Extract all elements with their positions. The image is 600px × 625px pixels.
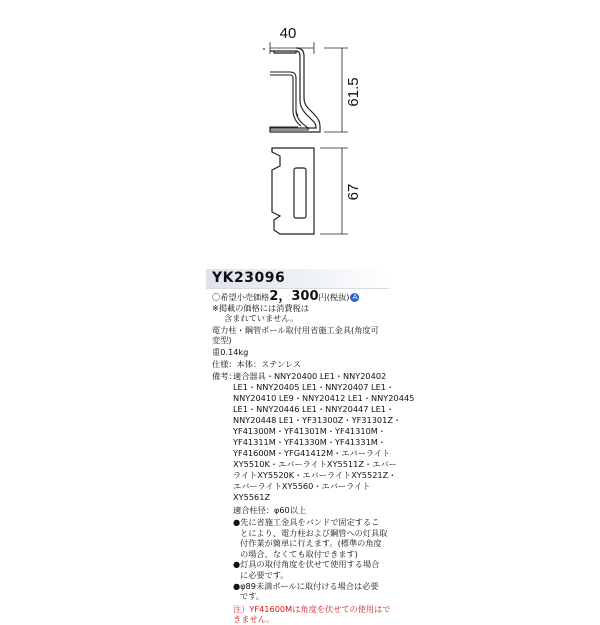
remarks-line: YF41300M・YF41301M・YF41310M・	[233, 426, 387, 436]
remarks-line: YF41311M・YF41330M・YF41331M・	[233, 437, 387, 447]
pole-fit: 適合柱径：φ60以上	[233, 505, 307, 515]
warning-line-1: 注）YF41600Mは角度を伏せての使用はで	[233, 603, 391, 614]
tax-note-1: ※掲載の価格には消費税は	[212, 303, 309, 313]
bracket-front-view	[272, 148, 314, 234]
note-line: ●先に省施工金具をバンドで固定するこ	[233, 517, 380, 527]
remarks-line: エバーライトXY5560・エバーライト	[233, 481, 371, 491]
bracket-slot	[294, 168, 306, 218]
warning-line-2: きません。	[233, 613, 275, 624]
remarks-line: 適合器具・NNY20400 LE1・NNY20402	[233, 371, 387, 381]
remarks-line: NNY20410 LE9・NNY20412 LE1・NNY20445	[233, 393, 415, 403]
description-1: 電力柱・鋼管ポール取付用省施工金具(角度可	[212, 325, 379, 335]
remarks-line: XY5561Z	[233, 492, 271, 502]
note-line: に必要です。	[240, 570, 289, 580]
remarks-line: YF41600M・YFG41412M・エバーライト	[233, 448, 391, 458]
spec: 仕様：本体：ステンレス	[212, 359, 302, 369]
remarks-line: LE1・NNY20446 LE1・NNY20447 LE1・	[233, 404, 395, 414]
description-2: 変型)	[212, 335, 232, 345]
remarks-line: XY5510K・エバーライトXY5511Z・エバー	[233, 459, 397, 469]
dim-width-label: 40	[279, 25, 297, 42]
remarks-line: NNY20448 LE1・YF31300Z・YF31301Z・	[233, 415, 402, 425]
price-prefix: 〇希望小売価格	[212, 292, 270, 302]
model-title: YK23096	[212, 270, 286, 286]
note-line: 付作業が簡単に行えます。(標準の角度	[240, 538, 382, 549]
bracket-drawing	[250, 20, 360, 245]
note-line: です。	[240, 591, 264, 602]
bracket-profile	[270, 51, 296, 53]
price-value: 2，300	[269, 289, 319, 304]
tax-note-2: 含まれていません。	[224, 313, 299, 323]
note-line: ●灯具の取付角度を伏せて使用する場合	[233, 559, 380, 570]
dim-height-bottom-label: 67	[345, 183, 362, 201]
note-line: ●φ89未満ポールに取付ける場合は必要	[233, 580, 379, 591]
note-line: とにより、電力柱および鋼管への灯具取	[240, 527, 388, 538]
weight: 重0.14kg	[212, 347, 249, 357]
remarks-line: ライトXY5520K・エバーライトXY5521Z・	[233, 470, 397, 480]
price-unit: 円(税抜)	[318, 292, 350, 302]
price-rank-badge: A	[350, 293, 359, 302]
note-line: の場合、なくても取付できます)	[240, 548, 358, 559]
dim-height-top-label: 61.5	[345, 77, 362, 107]
remarks-line: LE1・NNY20405 LE1・NNY20407 LE1・	[233, 382, 395, 392]
bracket-top-view	[270, 72, 308, 130]
remarks-label: 備考：	[212, 371, 237, 381]
price-row	[212, 291, 359, 303]
